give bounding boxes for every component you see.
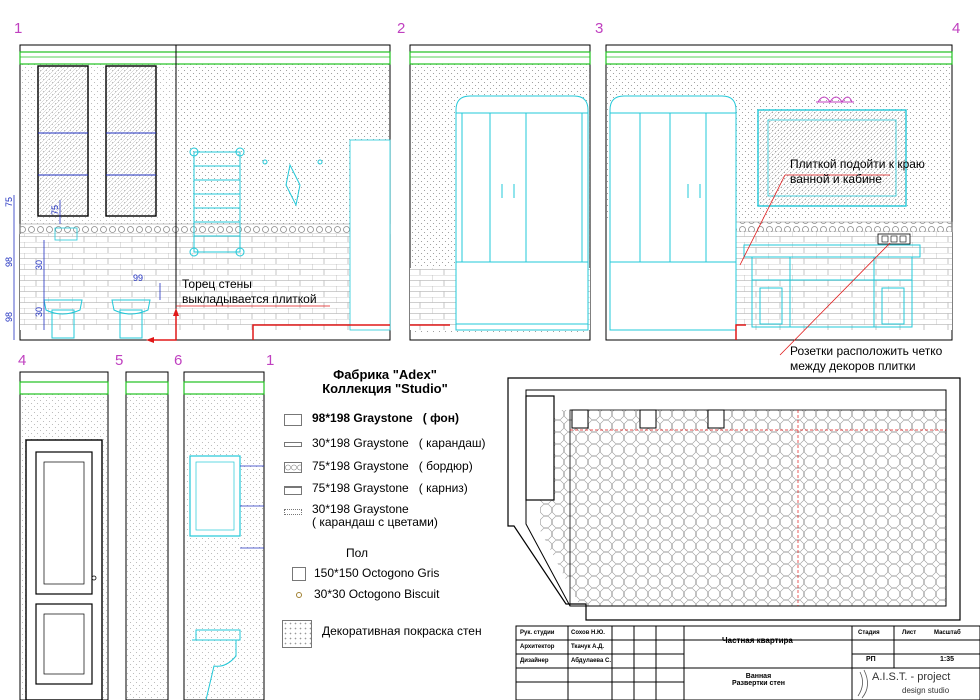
dim-75: 75 — [4, 196, 14, 207]
tb-name-architect: Ткачук А.Д. — [571, 644, 605, 650]
swatch-paint-icon — [282, 620, 312, 648]
note-tile-edge-line-1: Плиткой подойти к краю — [790, 157, 925, 171]
note-tile-edge-line-2: ванной и кабине — [790, 172, 882, 186]
legend-paint-item — [282, 624, 482, 648]
tb-sheet-title-line-2: Развертки стен — [732, 680, 785, 687]
note-sockets — [790, 344, 942, 374]
legend-label-3: 75*198 Graystone ( карниз) — [312, 481, 468, 495]
legend-label-4: 30*198 Graystone ( карандаш с цветами) — [312, 502, 438, 529]
tb-sheet-title-line-1: Ванная — [745, 673, 772, 680]
note-wall-end — [182, 277, 317, 307]
legend-floor-title — [346, 546, 368, 560]
tb-studio-name: A.I.S.T. - project — [872, 671, 951, 683]
elevation-wall-3 — [606, 45, 952, 355]
shower-cabin-side-3 — [610, 96, 736, 330]
swatch-pencil-flowers-icon — [284, 509, 302, 515]
tb-header-sheet: Лист — [902, 630, 917, 636]
dim-98-upper: 98 — [4, 256, 14, 267]
legend-floor-label-0: 150*150 Octogono Gris — [314, 566, 440, 580]
legend-item-border — [284, 459, 473, 473]
legend-item-cornice — [284, 481, 468, 495]
socket-icon — [878, 234, 910, 244]
shower-cabin-side — [350, 140, 390, 330]
tb-name-head: Сохов Н.Ю. — [571, 630, 605, 636]
tb-project: Частная квартира — [722, 636, 793, 645]
dim-75-cabinet: 75 — [50, 204, 60, 215]
elevation-number-1: 1 — [14, 20, 23, 37]
tb-header-stage: Стадия — [858, 630, 880, 636]
tb-role-architect: Архитектор — [520, 644, 555, 650]
legend-item-pencil — [284, 436, 486, 450]
legend-collection: Коллекция "Studio" — [322, 381, 448, 396]
tb-sheet-title — [732, 673, 785, 687]
note-sockets-line-2: между декоров плитки — [790, 359, 916, 373]
elevation-number-3: 3 — [595, 20, 604, 37]
tb-role-head: Рук. студии — [520, 630, 555, 636]
swatch-border-icon — [284, 462, 302, 473]
elevation-wall-2 — [410, 45, 590, 340]
legend-item-pencil-flowers — [284, 503, 438, 529]
dim-98-lower: 98 — [4, 311, 14, 322]
elevation-wall-4-door — [20, 372, 108, 700]
legend-title — [300, 368, 470, 396]
legend-floor-title-text: Пол — [346, 546, 369, 560]
swatch-cornice-icon — [284, 486, 302, 495]
swatch-octogono-biscuit-icon — [296, 592, 302, 598]
elevation-number-1b: 1 — [266, 352, 275, 369]
dim-30-lower: 30 — [34, 306, 44, 317]
swatch-pencil-icon — [284, 442, 302, 447]
dim-30-upper: 30 — [34, 259, 44, 270]
note-wall-end-line-2: выкладывается плиткой — [182, 292, 317, 306]
tb-name-designer: Абдулаева С. — [571, 658, 612, 664]
elevation-number-4b: 4 — [18, 352, 27, 369]
legend-floor-label-1: 30*30 Octogono Biscuit — [314, 587, 440, 601]
tb-role-designer: Дизайнер — [520, 658, 549, 664]
legend-label-1: 30*198 Graystone ( карандаш) — [312, 436, 486, 450]
note-tile-edge — [790, 157, 925, 187]
wall-cabinet-left — [38, 66, 88, 216]
floor-plan — [508, 378, 960, 620]
legend-label-2: 75*198 Graystone ( бордюр) — [312, 459, 473, 473]
elevation-number-2: 2 — [397, 20, 406, 37]
elevation-number-5: 5 — [115, 352, 124, 369]
note-wall-end-line-1: Торец стены — [182, 277, 252, 291]
door-icon — [26, 440, 102, 700]
tb-scale-value: 1:35 — [940, 656, 955, 663]
note-sockets-line-1: Розетки расположить четко — [790, 344, 943, 358]
legend-item-background — [284, 411, 459, 426]
legend-factory: Фабрика "Adex" — [333, 367, 437, 382]
swatch-background-icon — [284, 414, 302, 426]
legend-floor-item-1 — [292, 587, 439, 601]
tb-studio-sub: design studio — [902, 686, 950, 695]
elevation-wall-6 — [184, 372, 264, 700]
swatch-octogono-gris-icon — [292, 567, 306, 581]
plan-cabinet — [526, 396, 554, 500]
elevation-number-6: 6 — [174, 352, 183, 369]
elevation-number-4: 4 — [952, 20, 961, 37]
elevation-wall-5 — [126, 372, 168, 700]
tb-stage-value: РП — [866, 656, 876, 663]
shower-cabin-front — [456, 96, 588, 330]
wall-cabinet-right — [106, 66, 156, 216]
legend-label-0: 98*198 Graystone ( фон) — [312, 411, 459, 425]
legend-floor-item-0 — [292, 566, 439, 581]
tb-header-scale: Масштаб — [934, 630, 961, 636]
dim-99: 99 — [133, 273, 144, 283]
legend-paint-label: Декоративная покраска стен — [322, 624, 482, 638]
